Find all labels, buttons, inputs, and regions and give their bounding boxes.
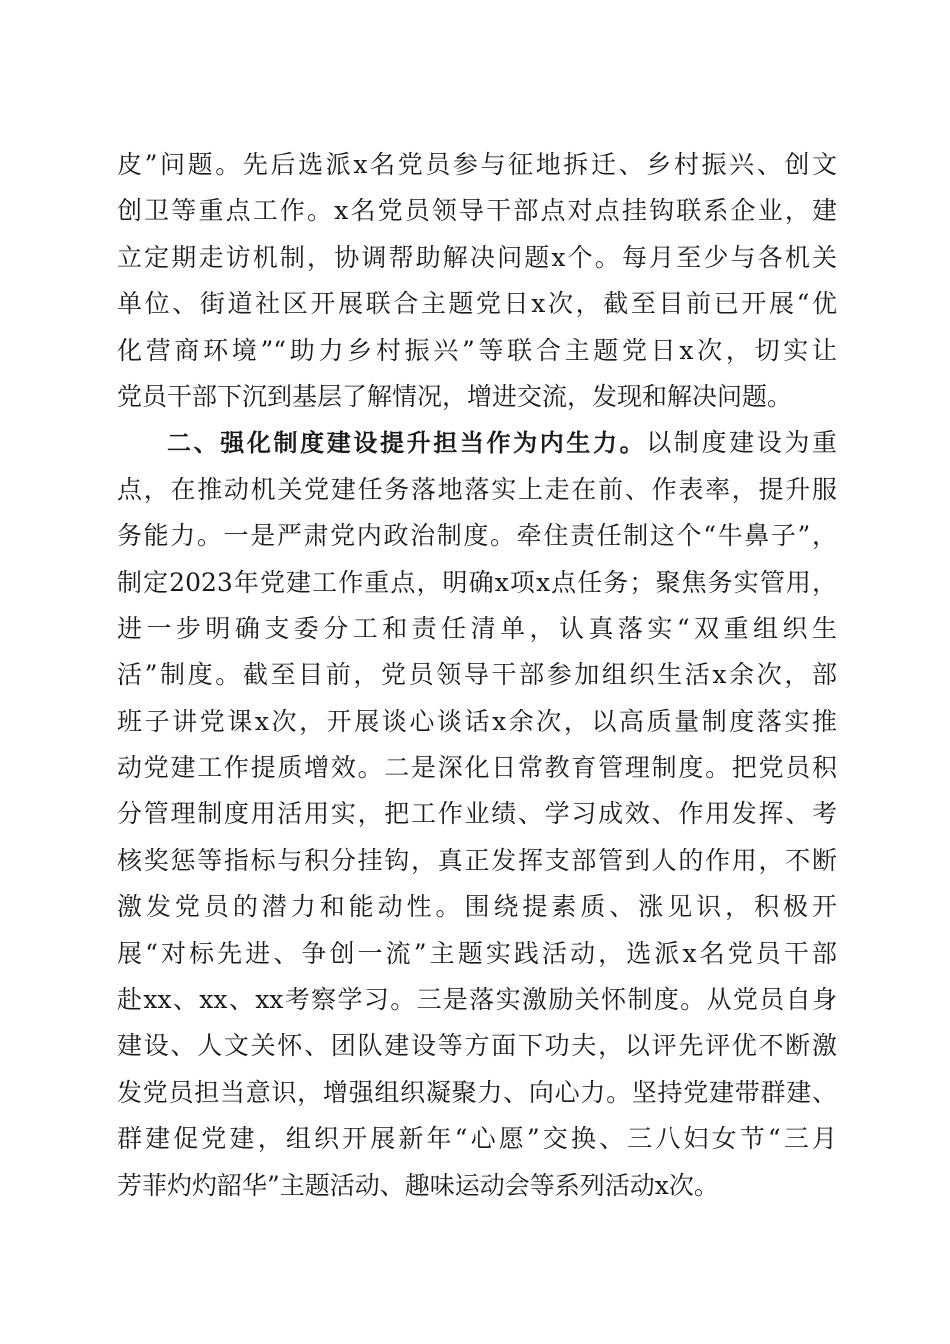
paragraph-line: 激发党员的潜力和能动性。围绕提素质、涨见识，积极开 [117, 892, 837, 922]
paragraph-line: 发党员担当意识，增强组织凝聚力、向心力。坚持党建带群建、 [117, 1077, 837, 1107]
paragraph-line: 核奖惩等指标与积分挂钩，真正发挥支部管到人的作用，不断 [117, 845, 837, 875]
paragraph-line: 分管理制度用活用实，把工作业绩、学习成效、作用发挥、考 [117, 799, 837, 829]
paragraph-line: 化营商环境”“助力乡村振兴”等联合主题党日x次，切实让 [117, 335, 837, 365]
document-body [117, 142, 837, 1209]
paragraph-line: 活”制度。截至目前，党员领导干部参加组织生活x余次，部 [117, 660, 837, 690]
paragraph-line: 进一步明确支委分工和责任清单，认真落实“双重组织生 [117, 613, 837, 643]
paragraph-line: 群建促党建，组织开展新年“心愿”交换、三八妇女节“三月 [117, 1124, 837, 1154]
paragraph-line: 班子讲党课x次，开展谈心谈话x余次，以高质量制度落实推 [117, 706, 837, 736]
section-heading: 二、强化制度建设提升担当作为内生力。 [167, 429, 647, 458]
paragraph-line: 党员干部下沉到基层了解情况，增进交流，发现和解决问题。 [117, 381, 793, 411]
section-heading-rest: 以制度建设为重 [646, 428, 837, 458]
paragraph-line: 点，在推动机关党建任务落地落实上走在前、作表率，提升服 [117, 474, 837, 504]
paragraph-line: 动党建工作提质增效。二是深化日常教育管理制度。把党员积 [117, 753, 837, 783]
paragraph-line: 务能力。一是严肃党内政治制度。牵住责任制这个“牛鼻子”， [117, 521, 837, 551]
paragraph-line: 制定2023年党建工作重点，明确x项x点任务；聚焦务实管用， [117, 567, 837, 597]
paragraph-line: 皮”问题。先后选派x名党员参与征地拆迁、乡村振兴、创文 [117, 150, 837, 179]
paragraph-line: 展“对标先进、争创一流”主题实践活动，选派x名党员干部 [117, 938, 837, 968]
paragraph-line: 单位、街道社区开展联合主题党日x次，截至目前已开展“优 [117, 289, 837, 319]
section-heading-line [117, 420, 837, 466]
paragraph-line: 赴xx、xx、xx考察学习。三是落实激励关怀制度。从党员自身 [117, 985, 837, 1015]
paragraph-line: 芳菲灼灼韶华”主题活动、趣味运动会等系列活动x次。 [117, 1170, 719, 1200]
paragraph-line: 创卫等重点工作。x名党员领导干部点对点挂钩联系企业，建 [117, 196, 837, 226]
paragraph-line: 建设、人文关怀、团队建设等方面下功夫，以评先评优不断激 [117, 1031, 837, 1061]
paragraph-line: 立定期走访机制，协调帮助解决问题x个。每月至少与各机关 [117, 242, 837, 272]
